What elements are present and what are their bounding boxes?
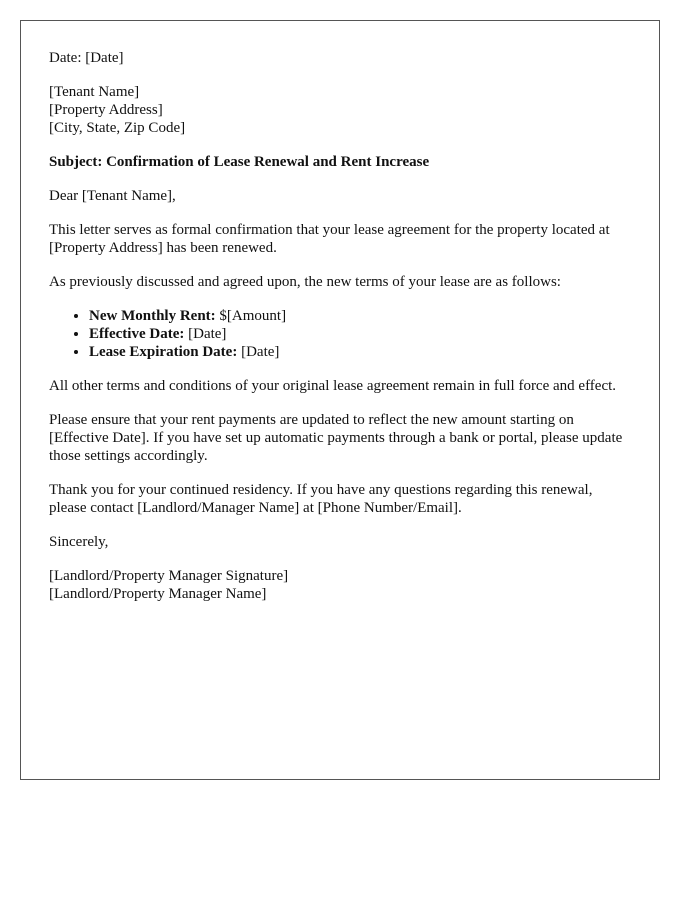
lease-terms-list <box>49 307 631 361</box>
signature-block <box>49 567 631 603</box>
term-value: $[Amount] <box>215 308 287 324</box>
recipient-block <box>49 83 631 137</box>
term-label: New Monthly Rent: <box>89 308 216 324</box>
term-item-effective-date <box>89 325 631 343</box>
term-label: Effective Date: <box>89 326 185 342</box>
term-value: [Date] <box>184 326 227 342</box>
subject-line: Subject: Confirmation of Lease Renewal and Rent Increase <box>49 154 430 170</box>
term-value: [Date] <box>237 344 280 360</box>
manager-name-line: [Landlord/Property Manager Name] <box>49 586 267 602</box>
salutation: Dear [Tenant Name], <box>49 188 176 204</box>
recipient-city-state-zip: [City, State, Zip Code] <box>49 120 186 136</box>
term-item-expiration-date <box>89 343 631 361</box>
closing: Sincerely, <box>49 534 109 550</box>
letter-document <box>20 20 660 780</box>
terms-intro-paragraph: As previously discussed and agreed upon, the new terms of your lease are as follows: <box>49 274 561 290</box>
recipient-address: [Property Address] <box>49 102 163 118</box>
term-item-monthly-rent <box>89 307 631 325</box>
date-line: Date: [Date] <box>49 50 124 66</box>
payment-update-paragraph: Please ensure that your rent payments are updated to reflect the new amount starting on [Effective Date]. If you have set up automatic payments through a bank or portal, please update those settings accordingly. <box>49 412 623 464</box>
thank-you-paragraph: Thank you for your continued residency. If you have any questions regarding this renewal, please contact [Landlord/Manager Name] at [Phone Number/Email]. <box>49 482 593 516</box>
other-terms-paragraph: All other terms and conditions of your original lease agreement remain in full force and effect. <box>49 378 617 394</box>
confirmation-paragraph: This letter serves as formal confirmation that your lease agreement for the property located at [Property Address] has been renewed. <box>49 222 610 256</box>
recipient-name: [Tenant Name] <box>49 84 140 100</box>
term-label: Lease Expiration Date: <box>89 344 238 360</box>
signature-line: [Landlord/Property Manager Signature] <box>49 568 289 584</box>
